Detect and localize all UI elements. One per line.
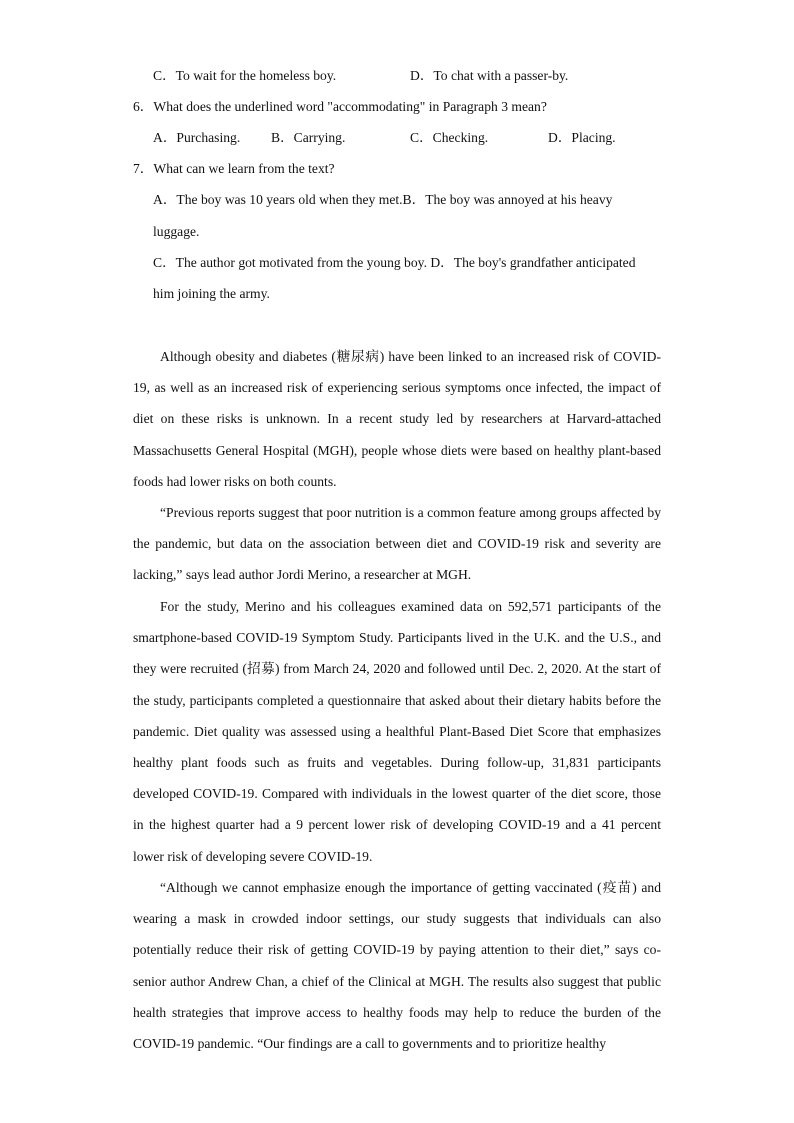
q6-option-b: B．Carrying. (271, 130, 346, 145)
passage-paragraph-1: Although obesity and diabetes (糖尿病) have been linked to an increased risk of COVID-19, as well as an increased risk of experiencing serious symptoms once infected, the impact of diet on these risks is unknown. In a recent study led by researchers at Harvard-attached Massachusetts General Hospital (MGH), people whose diets were based on healthy plant-based foods had lower risks on both counts. (133, 349, 661, 489)
passage-paragraph-4: “Although we cannot emphasize enough the importance of getting vaccinated (疫苗) and wearing a mask in crowded indoor settings, our study suggests that individuals can also potentially reduce their risk of getting COVID-19 by paying attention to their diet,” says co-senior author Andrew Chan, a chief of the Clinical at MGH. The results also suggest that public health strategies that improve access to healthy foods may help to reduce the burden of the COVID-19 pandemic. “Our findings are a call to governments and to prioritize healthy (133, 880, 661, 1052)
q5-option-d: D．To chat with a passer-by. (410, 68, 569, 83)
q7-options-cd: C．The author got motivated from the young boy. D．The boy's grandfather anticipated (153, 255, 636, 270)
q6-stem: 6．What does the underlined word "accommodating" in Paragraph 3 mean? (133, 99, 547, 114)
q7-options-cd-continued: him joining the army. (153, 286, 270, 301)
passage-paragraph-3: For the study, Merino and his colleagues examined data on 592,571 participants of the smartphone-based COVID-19 Symptom Study. Participants lived in the U.K. and the U.S., and they were recruited (招募) from March 24, 2020 and followed until Dec. 2, 2020. At the start of the study, participants completed a questionnaire that asked about their dietary habits before the pandemic. Diet quality was assessed using a healthful Plant-Based Diet Score that emphasizes healthy plant foods such as fruits and vegetables. During follow-up, 31,831 participants developed COVID-19. Compared with individuals in the lowest quarter of the diet score, those in the highest quarter had a 9 percent lower risk of developing COVID-19 and a 41 percent lower risk of developing severe COVID-19. (133, 599, 661, 864)
q6-option-d: D．Placing. (548, 130, 616, 145)
q7-stem: 7．What can we learn from the text? (133, 161, 335, 176)
q7-options-ab-continued: luggage. (153, 224, 200, 239)
q6-option-a: A．Purchasing. (153, 130, 241, 145)
passage-paragraph-2: “Previous reports suggest that poor nutrition is a common feature among groups affected by the pandemic, but data on the association between diet and COVID-19 risk and severity are lacking,” says lead author Jordi Merino, a researcher at MGH. (133, 505, 661, 583)
q6-option-c: C．Checking. (410, 130, 489, 145)
q7-options-ab: A．The boy was 10 years old when they met.B．The boy was annoyed at his heavy (153, 192, 613, 207)
q5-option-c: C．To wait for the homeless boy. (153, 68, 337, 83)
